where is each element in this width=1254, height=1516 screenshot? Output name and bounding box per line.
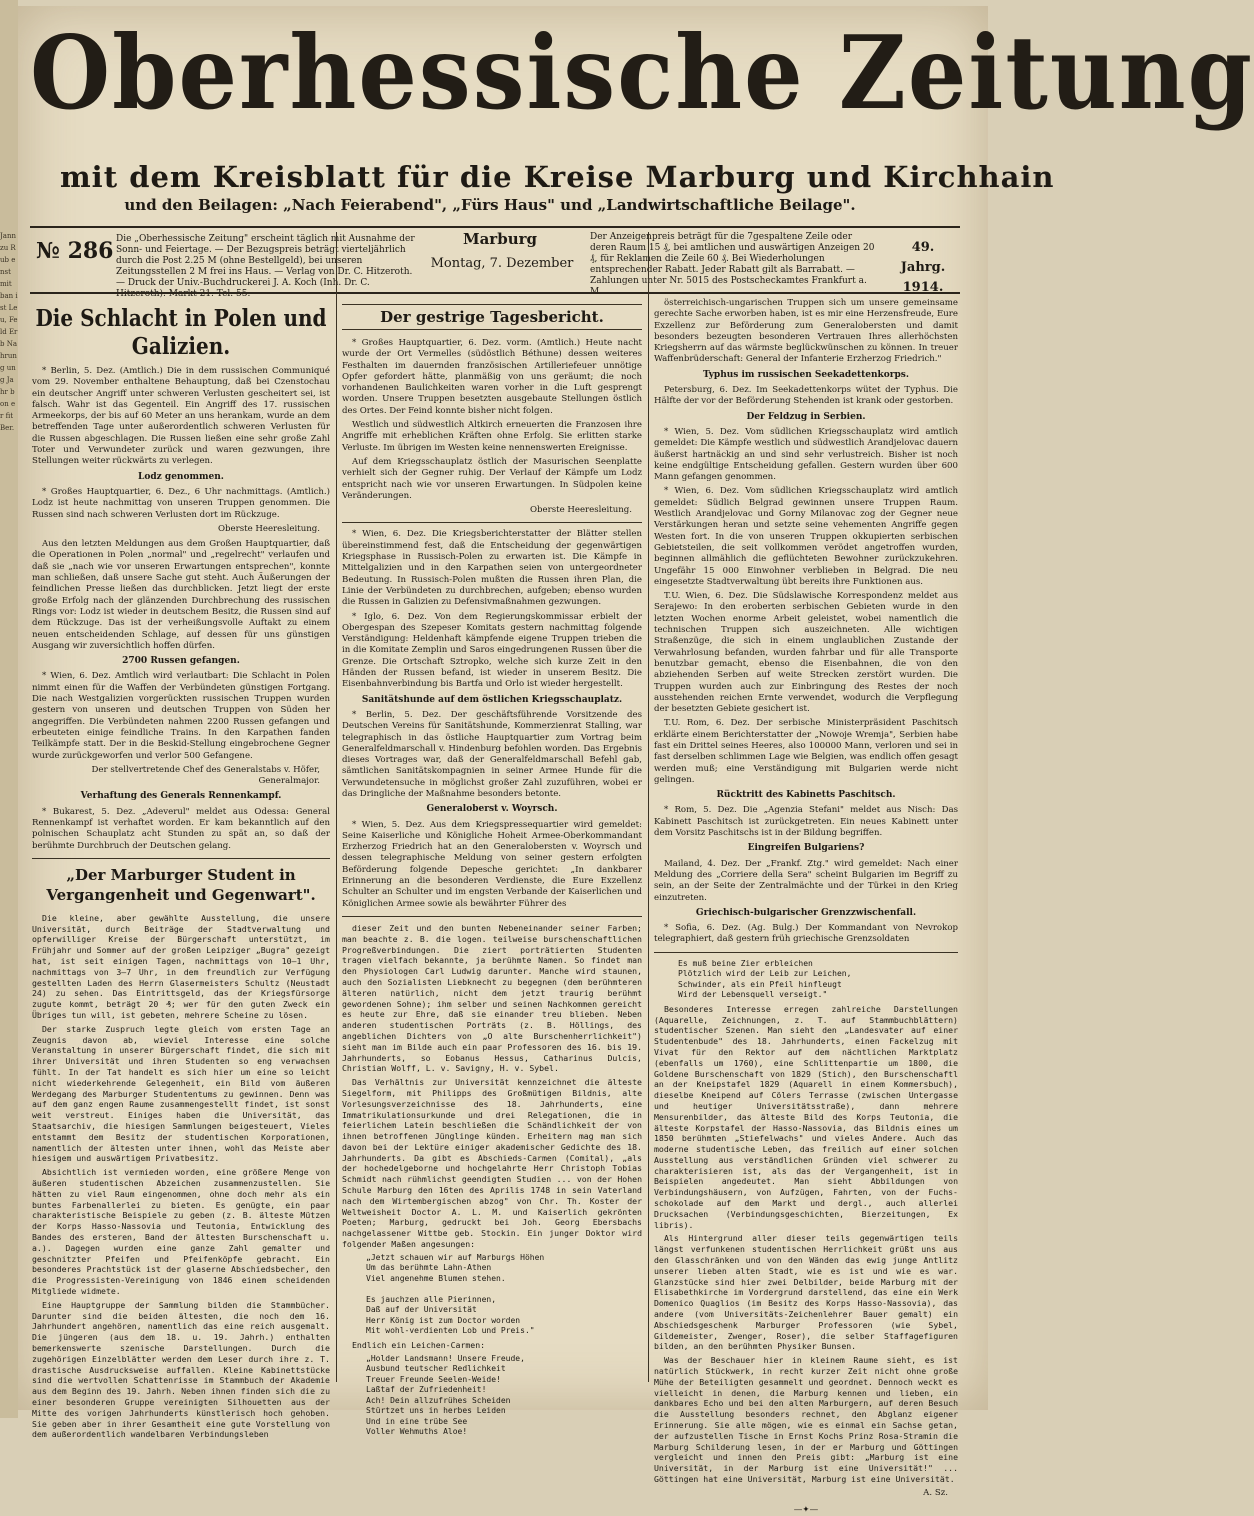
poem-line: Laßtaf der Zufriedenheit! bbox=[366, 1385, 487, 1395]
masthead-supplements: und den Beilagen: „Nach Feierabend", „Fürs Haus" und „Landwirtschaftliche Beilage". bbox=[124, 196, 856, 214]
article-paragraph: * Berlin, 5. Dez. (Amtlich.) Die in dem russischen Communiqué vom 29. November enthaltene Behauptung, daß bei Czenstochau ein deutscher Angriff unter schweren Verlusten gescheitert sei, ist falsch. Wahr ist das Gegenteil. Ein Angriff des 17. russischen Armeekorps, der bis auf 60 Meter an uns herankam, wurde an dem betreffenden Tage unter außerordentlich schweren Verlusten für die Russen abgeschlagen. Die Russen ließen eine sehr große Zahl Toter und Verwundeter zurück und waren gezwungen, ihre Stellungen weiter rückwärts zu verlegen. bbox=[32, 366, 330, 467]
article-paragraph: T.U. Wien, 6. Dez. Die Südslawische Korrespondenz meldet aus Serajewo: In den eroberten serbischen Gebieten wurde in den letzten Wochen enorme Arbeit geleistet, wobei namentlich die technischen Truppen sich auszeichneten. Alle wichtigen Straßenzüge, die sich in einem unglaublichen Zustande der Verwahrlosung befanden, wurden fahrbar und für alle Transporte benutzbar gemacht, ebenso die Eisenbahnen, die von den abziehenden Serben auf weite Strecken zerstört wurden. Die Truppen wurden auch zur Einbringung des Restes der noch ausstehenden reichen Ernte verwendet, wodurch die Verpflegung der besetzten Gebiete gesichert ist. bbox=[654, 591, 958, 715]
column-2 bbox=[342, 298, 642, 1437]
subheading: Generaloberst v. Woyrsch. bbox=[426, 804, 558, 815]
article-paragraph: Petersburg, 6. Dez. Im Seekadettenkorps wütet der Typhus. Die Hälfte der vor der Beförderung Stehenden ist krank oder gestorben. bbox=[654, 385, 958, 407]
poem-line: Stürtzet uns in herbes Leiden bbox=[366, 1406, 506, 1416]
headline-student: „Der Marburger Student in Vergangenheit und Gegenwart". bbox=[46, 865, 316, 904]
subheading: Verhaftung des Generals Rennenkampf. bbox=[80, 791, 282, 802]
signature: Oberste Heeresleitung. bbox=[217, 523, 320, 534]
place-name: Marburg bbox=[462, 230, 537, 248]
article-paragraph: Mailand, 4. Dez. Der „Frankf. Ztg." wird gemeldet: Nach einer Meldung des „Corriere della Sera" scheint Bulgarien im Begriff zu sein, an der Seite der Zentralmächte und der Türkei in den Krieg einzutreten. bbox=[654, 858, 958, 903]
info-bar bbox=[30, 228, 960, 299]
section-divider bbox=[32, 858, 330, 859]
article-paragraph: Aus den letzten Meldungen aus dem Großen Hauptquartier, daß die Operationen in Polen „normal" und „regelrecht" verlaufen und daß sie „nach wie vor unseren Erwartungen entsprechen", konnte man schließen, daß unsere Sache gut steht. Auch Äußerungen der feindlichen Presse ließen das durchblicken. Jetzt liegt der erste große Erfolg nach der glänzenden Durchbrechung des russischen Rings vor: Lodz ist wieder in deutschem Besitz, die Russen sind auf dem Rückzuge. Das ist der verheißungsvolle Auftakt zu einem neuen entscheidenden Schlage, auf dessen für uns günstigen Ausgang wir zuversichtlich hoffen dürfen. bbox=[32, 539, 330, 651]
article-paragraph: Die kleine, aber gewählte Ausstellung, die unsere Universität, durch Beiträge der Stadtverwaltung und opferwilliger Kreise der Bürgerschaft unterstützt, im Frühjahr und Sommer auf der großen Leipziger „Bugra" gezeigt hat, ist seit einigen Tagen, nachmittags von 10—1 Uhr, nachmittags von 3—7 Uhr, in dem freundlich zur Verfügung gestellten Laden des Herrn Glasermeisters Schultz (Neustadt 24) zu sehen. Das Eintrittsgeld, das der Kriegsfürsorge zugute kommt, beträgt 20 ₰; wer für den guten Zweck ein Übriges tun will, ist gebeten, mehrere Scheine zu lösen. bbox=[32, 912, 330, 1021]
subheading: Lodz genommen. bbox=[138, 471, 224, 482]
article-paragraph: * Wien, 6. Dez. Amtlich wird verlautbart: Die Schlacht in Polen nimmt einen für die Waffen der Verbündeten günstigen Fortgang. Die nach Westgalizien vorgerückten russischen Truppen wurden gestern von unseren und deutschen Truppen von Süden her angegriffen. Die Verbündeten nahmen 2200 Russen gefangen und erbeuteten einige feindliche Trains. In den Karpathen fanden Teilkämpfe statt. Der in die Beskid-Stellung eingebrochene Gegner wurde zurückgeworfen und verlor 500 Gefangene. bbox=[32, 671, 330, 761]
article-paragraph: Als Hintergrund aller dieser teils gegenwärtigen teils längst verfunkenen studentischen Herrlichkeit grüßt uns aus den Glasschränken und von den Wänden das ewig junge Antlitz unserer lieben alten Stadt, wie es ist und wie es war. Glanzstücke sind hier zwei Delbilder, beide Marburg mit der Elisabethkirche im Vordergrund darstellend, das eine ein Werk Domenico Quaglios (im Besitz des Korps Hasso-Nassovia), das andere (vom Universitäts-Zeichenlehrer Bauer gemalt) ein Abschiedsgeschenk Marburger Professoren (wie Sybel, Gildemeister, Zwenger, Roser), die selber Staffagefiguren bilden, an den berühmten Physiker Bunsen. bbox=[654, 1233, 958, 1352]
poem-line: Daß auf der Universität bbox=[366, 1305, 477, 1315]
issue-date: Montag, 7. Dezember bbox=[430, 256, 574, 271]
article-paragraph: * Wien, 6. Dez. Vom südlichen Kriegsschauplatz wird amtlich gemeldet: Südlich Belgrad gewinnen unsere Truppen Raum. Westlich Arandjelovac und Gorny Milanovac zog der Gegner neue Verstärkungen heran und setzte seine vehementen Angriffe gegen Westen fort. In die von unseren Truppen okkupierten serbischen Gebietsteilen, die seit vollkommen verödet angetroffen wurden, beginnen allmählich die geflüchteten Bewohner zurückzukehren. Ungefähr 15 000 Einwohner verblieben in Belgrad. Die neu eingesetzte Stadtverwaltung übt bereits ihre Funktionen aus. bbox=[654, 486, 958, 587]
poem-line: Plötzlich wird der Leib zur Leichen, bbox=[678, 969, 852, 979]
article-paragraph: * Wien, 5. Dez. Vom südlichen Kriegsschauplatz wird amtlich gemeldet: Die Kämpfe westlich und südwestlich Arandjelovac dauern äußerst hartnäckig an und sind sehr verlustreich. Bisher ist noch keine endgültige Entscheidung gefallen. Gestern wurden über 600 Mann gefangen genommen. bbox=[654, 426, 958, 483]
poem-line: Und in eine trübe See bbox=[366, 1416, 468, 1426]
signature: Der stellvertretende Chef des Generalstabs v. Höfer, Generalmajor. bbox=[91, 764, 320, 787]
poem-line: Herr König ist zum Doctor worden bbox=[366, 1315, 521, 1325]
article-paragraph: Auf dem Kriegsschauplatz östlich der Masurischen Seenplatte verhielt sich der Gegner ruhig. Der Verlauf der Kämpfe um Lodz entspricht nach wie vor unseren Erwartungen. In Südpolen keine Veränderungen. bbox=[342, 456, 642, 501]
infobar-bottom-rule bbox=[30, 292, 960, 294]
end-ornament: —✦— bbox=[793, 1505, 819, 1516]
poem-line: „Jetzt schauen wir auf Marburgs Höhen bbox=[366, 1252, 545, 1262]
subscription-info: Die „Oberhessische Zeitung" erscheint täglich mit Ausnahme der Sonn- und Feiertage. — Der Bezugspreis beträgt vierteljährlich durch die Post 2.25 M (ohne Bestellgeld), bei unseren Zeitungsstellen 2 M frei ins Haus. — Verlag von Dr. C. Hitzeroth. — Druck der Univ.-Buchdruckerei J. A. Koch (Inh. Dr. C. Hitzeroth). Markt 21. Tel. 55. bbox=[116, 234, 415, 299]
poem-line: Wird der Lebensquell verseigt." bbox=[678, 990, 828, 1000]
article-paragraph: Westlich und südwestlich Altkirch erneuerten die Franzosen ihre Angriffe mit erheblichen Kräften ohne Erfolg. Sie erlitten starke Verluste. Im übrigen im Westen keine nennenswerten Ereignisse. bbox=[342, 420, 642, 453]
section-divider bbox=[654, 952, 958, 953]
subheading: Eingreifen Bulgariens? bbox=[747, 843, 865, 854]
issue-number: № 286 bbox=[36, 238, 114, 264]
advert-prices: Der Anzeigenpreis beträgt für die 7gespaltene Zeile oder deren Raum 15 ₰, bei amtlichen und auswärtigen Anzeigen 20 ₰, für Reklamen die Zeile 60 ₰. Bei Wiederholungen entsprechender Rabatt. Jeder Rabatt gilt als Barrabatt. — Zahlungen unter Nr. 5015 des Postscheckamtes Frankfurt a. M. bbox=[590, 232, 875, 297]
signature: Oberste Heeresleitung. bbox=[529, 505, 632, 516]
column-1 bbox=[32, 298, 330, 1440]
article-paragraph: Das Verhältnis zur Universität kennzeichnet die älteste Siegelform, mit Philipps des Großmütigen Bildnis, alte Vorlesungsverzeichnisse des 18. Jahrhunderts, eine Immatrikulationsurkunde und drei Relegationen, die in feierlichem Latein beschließen die Schändlichkeit der von ihnen betroffenen Jünglinge künden. Erheitern mag man sich davon bei der Lektüre einiger akademischer Gedichte des 18. Jahrhunderts. Da gibt es Abschieds-Carmen (Comital), „als der hochedelgeborne und hochgelahrte Herr Christoph Tobias Schmidt nach rühmlichst geendigten Studien ... von der Hohen Schule Marburg den 16ten des Aprilis 1748 in sein Vaterland nach dem Wirtembergischen abzog" von Chr. Th. Koster der Weltweisheit Doctor A. L. M. und Kaiserlich gekrönten Poeten; Marburg, gedruckt bei Joh. Georg Ebersbachs nachgelassener Wittbe geb. Stockin. Ein junger Doktor wird folgender Maßen angesungen: bbox=[342, 1077, 642, 1250]
article-paragraph: * Großes Hauptquartier, 6. Dez. vorm. (Amtlich.) Heute nacht wurde der Ort Vermelles (südöstlich Béthune) dessen weiteres Festhalten im dauernden französischen Artilleriefeuer unnötige Opfer gefordert hätte, planmäßig von uns geräumt; die noch vorhandenen Baulichkeiten waren vorher in die Luft gesprengt worden. Unsere Truppen besetzten ausgebaute Stellungen östlich des Ortes. Der Feind konnte bisher nicht folgen. bbox=[342, 338, 642, 416]
poem-line: Treuer Freunde Seelen-Weide! bbox=[366, 1374, 501, 1384]
article-paragraph: * Wien, 6. Dez. Die Kriegsberichterstatter der Blätter stellen übereinstimmend fest, daß die Entscheidung der gegenwärtigen Kriegsphase in Russisch-Polen zu erwarten ist. Die Kämpfe in Mittelgalizien und in den Karpathen seien von untergeordneter Bedeutung. In Russisch-Polen mußten die Russen ihren Plan, die Linie der Verbündeten zu durchbrechen, aufgeben; ebenso wurden die Russen in Galizien zu Defensivmaßnahmen gezwungen. bbox=[342, 529, 642, 608]
poem-block bbox=[342, 1354, 642, 1438]
article-paragraph: * Iglo, 6. Dez. Von dem Regierungskommissar erbielt der Obergespan des Szepeser Komitats gestern nachmittag folgende Verständigung: Heldenhaft kämpfende eigene Truppen trieben die in die Komitate Zemplin und Saros eingedrungenen Russen über die Grenze. Die Ortschaft Sztropko, welche sich kurze Zeit in den Händen der Russen befand, ist wieder in unserem Besitz. Die Eisenbahnverbindung bis Bartfa und Orlo ist wieder hergestellt. bbox=[342, 611, 642, 690]
column-rule-1 bbox=[336, 232, 337, 1382]
left-margin-strip: Jann zu Rub enst mit ban ist Leu, Feld Erb Nahrung ung Jahr bon er fit Ber. bbox=[0, 0, 18, 1418]
poem-line: Ach! Dein allzufrühes Scheiden bbox=[366, 1395, 511, 1405]
subheading: Der Feldzug in Serbien. bbox=[746, 411, 866, 422]
year-volume-line: 49. Jahrg. bbox=[900, 240, 946, 275]
column-rule-2 bbox=[648, 232, 649, 1382]
article-paragraph: * Bukarest, 5. Dez. „Adeverul" meldet aus Odessa: General Rennenkampf ist verhaftet worden. Er kam bekanntlich auf den polnischen Schauplatz acht Stunden zu spät an, so daß der berühmte Durchbruch der Deutschen gelang. bbox=[32, 806, 330, 851]
article-paragraph: Besonderes Interesse erregen zahlreiche Darstellungen (Aquarelle, Zeichnungen, z. T. auf Stammbuchblättern) studentischer Szenen. Man sieht den „Landesvater auf einer Studentenbude" des 18. Jahrhunderts, einen Fackelzug mit Vivat für den Rektor auf dem nächtlichen Marktplatz (ebenfalls um 1760), eine Schlittenpartie um 1800, die Goldene Burschenschaft von 1829 (Stich), den Burschenschaftl an der Kneipstafel 1829 (Aquarell in einem Kommersbuch), dieselbe Kneipend auf Cölers Terrasse (zwischen Untergasse und heutiger Universitätsstraße), dann mehrere Mensurenbilder, das älteste Bild des Korps Teutonia, die älteste Korpstafel der Hasso-Nassovia, das Bildnis eines um 1850 berühmten „Stiefelwachs" und vieles Andere. Auch das moderne studentische Leben, das freilich auf einer solchen Ausstellung aus verständlichen Gründen viel schwerer zu charakterisieren ist, als das der Vergangenheit, ist in Beispielen angedeutet. Man sieht Abbildungen von Verbindungshäusern, von Aufzügen, Fahrten, von der Fuchs-schokolade auf dem Markt und dergl., auch allerlei Drucksachen (Verbindungsgeschichten, Bierzeitungen, Ex libris). bbox=[654, 1003, 958, 1230]
article-paragraph: Was der Beschauer hier in kleinem Raume sieht, es ist natürlich Stückwerk, in recht kurzer Zeit nicht ohne große Mühe der Beteiligten gesammelt und geordnet. Dennoch weckt es vielleicht in denen, die Marburg kennen und lieben, ein dankbares Echo und bei den alten Marburgern, auf deren Besuch die Ausstellung besonders rechnet, den Abglanz eigener Erinnerung. Sie alle mögen, wie es einmal ein Sachse getan, der aufzustellen Tische in Ernst Kochs Prinz Rosa-Stramin die Marburg Schilderung lesen, in der er Marburg und Göttingen vergleicht und innen den Preis gibt: „Marburg ist eine Universität, in der Marburg ist eine Universität!" ... Göttingen hat eine Universität, Marburg ist eine Universität. bbox=[654, 1355, 958, 1484]
headline-battle-poland: Die Schlacht in Polen und Galizien. bbox=[35, 304, 327, 360]
poem-line: Es muß beine Zier erbleichen bbox=[678, 958, 813, 968]
poem-block bbox=[654, 959, 958, 1001]
poem-line: Ausbund teutscher Redlichkeit bbox=[366, 1364, 506, 1374]
poem-line: Es jauchzen alle Pierinnen, bbox=[366, 1294, 497, 1304]
article-paragraph: Absichtlich ist vermieden worden, eine größere Menge von äußeren studentischen Abzeichen zusammenzustellen. Sie hätten zu viel Raum eingenommen, ohne doch mehr als ein buntes Farbenallerlei zu bieten. Es genügte, ein paar charakteristische Beispiele zu geben (z. B. älteste Mützen der Korps Hasso-Nassovia und Teutonia, Entwicklung des Bandes des ersteren, Band der ältesten Burschenschaft u. a.). Dagegen wurden eine ganze Zahl gemalter und geschnitzter Pfeifen und Pfeifenköpfe gebracht. Ein besonderes Prachtstück ist der glaserne Abschiedsbecher, den die Progressisten-Vereinigung von 1846 einem scheidenden Mitgliede widmete. bbox=[32, 1167, 330, 1296]
headline-daily-report: Der gestrige Tagesbericht. bbox=[342, 304, 642, 330]
masthead-subtitle: mit dem Kreisblatt für die Kreise Marburg und Kirchhain bbox=[60, 160, 1055, 194]
article-paragraph: österreichisch-ungarischen Truppen sich um unsere gemeinsame gerechte Sache erworben haben, ist es mir eine Herzensfreude, Eure Exzellenz zur Beförderung zum Generalobersten und damit besonders bezeugten besonderen Vertrauen Ihres allerhöchsten Kriegsherrn auf das wärmste beglückwünschen zu können. In treuer Waffenbrüderschaft: General der Infanterie Erzherzog Friedrich." bbox=[654, 298, 958, 365]
masthead-title: Oberhessische Zeitung bbox=[30, 13, 1254, 133]
poem-line: Viel angenehme Blumen stehen. bbox=[366, 1273, 506, 1283]
author-signature: A. Sz. bbox=[923, 1487, 948, 1498]
subheading: Rücktritt des Kabinetts Paschitsch. bbox=[716, 790, 896, 801]
column-3 bbox=[654, 298, 958, 1516]
poem-line bbox=[366, 1284, 642, 1295]
article-paragraph: * Berlin, 5. Dez. Der geschäftsführende Vorsitzende des Deutschen Vereins für Sanitätshunde, Kommerzienrat Stalling, war telegraphisch in das östliche Hauptquartier zum Vortrag beim Generalfeldmarschall v. Hindenburg befohlen worden. Das Ergebnis dieses Vortrages war, daß der Generalfeldmarschall Befehl gab, sämtlichen Sanitätskompagnien in seiner Armee Hunde für die Verwundetensuche in möglichst großer Zahl zuzuführen, wobei er das Dringliche der Maßnahme besonders betonte. bbox=[342, 709, 642, 799]
poem-block bbox=[342, 1253, 642, 1337]
article-paragraph: dieser Zeit und den bunten Nebeneinander seiner Farben; man beachte z. B. die logen. teilweise burschenschaftlichen Progreßverbindungen. Die ziert porträtierten Studenten tragen vielfach bekannte, ja berühmte Namen. So findet man den Physiologen Carl Ludwig darunter. Manche wird staunen, auch den Sozialisten Liebknecht zu begegnen (dem berühmteren älteren natürlich, nicht dem jetzt traurig berühmt gewordenen Sohne); ihm selber und seinen Nachkommen gereicht es heute zur Ehre, daß sie einander treu blieben. Neben anderen studentischen Porträts (z. B. Höllings, des angeblichen Dichters von „O alte Burschenherrlichkeit") sieht man im Bilde auch ein paar Professoren des 16. bis 19. Jahrhunderts, so Eobanus Hessus, Catharinus Dulcis, Christian Wolff, L. v. Savigny, H. v. Sybel. bbox=[342, 922, 642, 1074]
poem-line: Mit wohl-verdienten Lob und Preis." bbox=[366, 1326, 535, 1336]
section-divider bbox=[342, 522, 642, 523]
article-paragraph: Der starke Zuspruch legte gleich vom ersten Tage an Zeugnis davon ab, wieviel Interesse eine solche Veranstaltung in unserer Bürgerschaft findet, die sich mit ihrer Universität und ihren Studenten so eng verwachsen fühlt. In der Tat handelt es sich hier um eine so leicht nicht wiederkehrende Gelegenheit, ein Bild vom äußeren Werdegang des Marburger Studententums zu gewinnen. Denn was auf dem ganz engen Raume zusammengestellt findet, ist sonst weit verstreut. Einiges haben die Universität, das Staatsarchiv, die hiesigen Sammlungen beigesteuert, Vieles entstammt dem Besitz der studentischen Korporationen, namentlich der ältesten unter ihnen, wohl das Meiste aber hiesigem und auswärtigem Privatbesitz. bbox=[32, 1023, 330, 1164]
poem-line: Um das berühmte Lahn-Athen bbox=[366, 1263, 492, 1273]
article-paragraph: * Sofia, 6. Dez. (Ag. Bulg.) Der Kommandant von Nevrokop telegraphiert, daß gestern früh griechische Grenzsoldaten bbox=[654, 923, 958, 945]
subheading: 2700 Russen gefangen. bbox=[122, 656, 240, 667]
poem-line: „Holder Landsmann! Unsere Freude, bbox=[366, 1353, 525, 1363]
year-volume bbox=[888, 238, 958, 298]
article-paragraph: * Wien, 5. Dez. Aus dem Kriegspressequartier wird gemeldet: Seine Kaiserliche und Königliche Hoheit Armee-Oberkommandant Erzherzog Friedrich hat an den Generalobersten v. Woyrsch und dessen telegraphische Meldung von seiner gestern erfolgten Beförderung folgende Depesche gerichtet: „In dankbarer Erinnerung an die besonderen Verdienste, die Eure Exzellenz Schulter an Schulter und im engsten Verbande der Kaiserlichen und Königlichen Armee sowie als bewährter Führer des bbox=[342, 819, 642, 909]
article-paragraph: Eine Hauptgruppe der Sammlung bilden die Stammbücher. Darunter sind die beiden ältesten, die noch dem 16. Jahrhundert angehören, namentlich das eine reich ausgemalt. Die jüngeren (aus dem 18. u. 19. Jahrh.) enthalten bemerkenswerte szenische Darstellungen. Durch die zugehörigen Einzelblätter werden dem Leser durch ihre z. T. drastische Ausdrucksweise auffallen. Kleine Kabinettstücke sind die wertvollen Schattenrisse im Stammbuch der Akademie aus dem Beginn des 19. Jahrh. Neben ihnen finden sich die zu einer besonderen Gruppe vereinigten Silhouetten aus der Mitte des vorigen Jahrhunderts künstlerisch hoch gehoben. Sie geben aber in ihrer Gesamtheit eine gute Vorstellung von dem außerordentlich wandelbaren Verbindungsleben bbox=[32, 1299, 330, 1440]
subheading: Griechisch-bulgarischer Grenzzwischenfall. bbox=[695, 907, 917, 918]
article-paragraph: T.U. Rom, 6. Dez. Der serbische Ministerpräsident Paschitsch erklärte einem Berichterstatter der „Nowoje Wremja", Serbien habe fast ein Drittel seines Heeres, also 100000 Mann, verloren und sei in fast derselben schlimmen Lage wie Belgien, was endlich offen gesagt werden muß; eine Verständigung mit Bulgarien werde nicht gelingen. bbox=[654, 718, 958, 785]
section-divider bbox=[342, 916, 642, 917]
poem-line: Voller Wehmuths Aloe! bbox=[366, 1427, 468, 1437]
article-paragraph: * Rom, 5. Dez. Die „Agenzia Stefani" meldet aus Nisch: Das Kabinett Paschitsch ist zurückgetreten. Ein neues Kabinett unter dem Vorsitz Paschitschs ist in der Bildung begriffen. bbox=[654, 805, 958, 839]
subheading: Typhus im russischen Seekadettenkorps. bbox=[702, 369, 910, 380]
subheading: Sanitätshunde auf dem östlichen Kriegsschauplatz. bbox=[361, 694, 623, 705]
poem-line: Schwinder, als ein Pfeil hinfleugt bbox=[678, 979, 842, 989]
year-line: 1914. bbox=[902, 280, 944, 295]
article-paragraph: Endlich ein Leichen-Carmen: bbox=[352, 1339, 486, 1350]
article-paragraph: * Großes Hauptquartier, 6. Dez., 6 Uhr nachmittags. (Amtlich.) Lodz ist heute nachmittag von unseren Truppen genommen. Die Russen sind nach schweren Verlusten dort im Rückzuge. bbox=[32, 486, 330, 520]
